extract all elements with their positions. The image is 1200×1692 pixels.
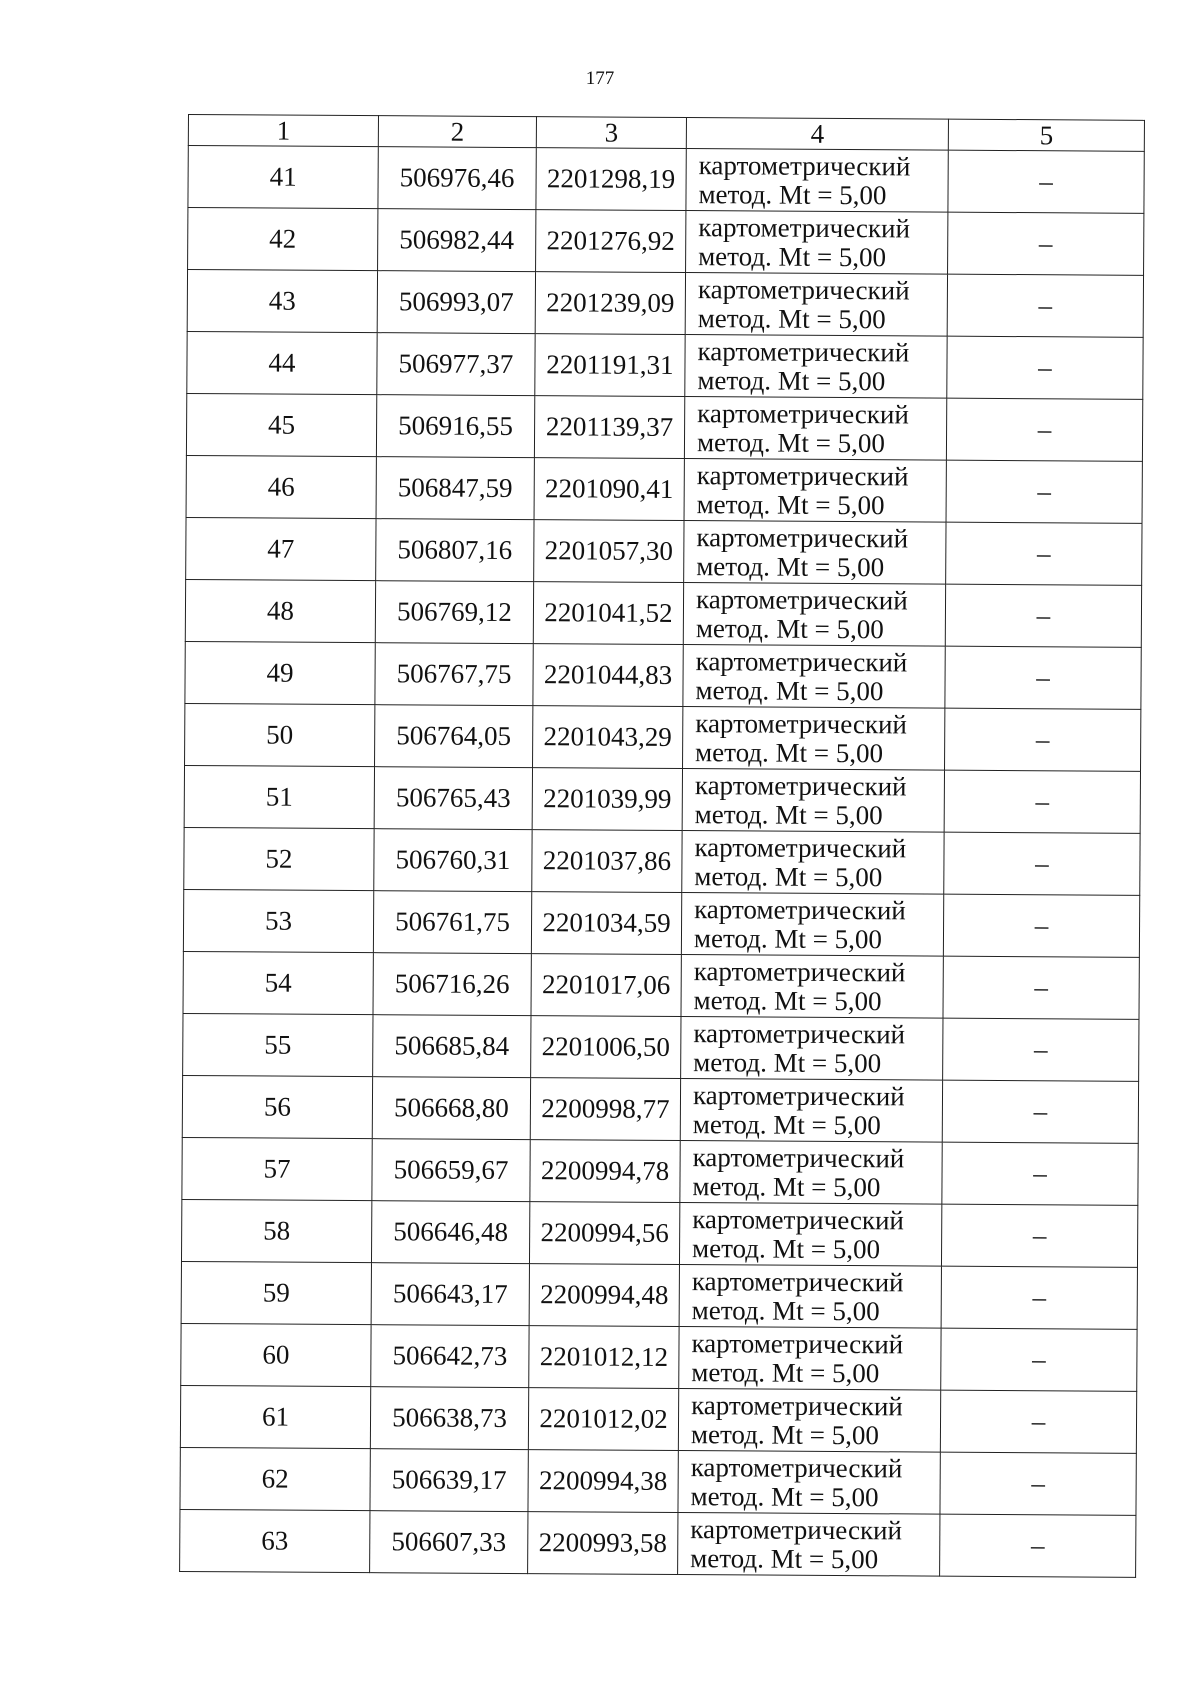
method-line-2: метод. Mt = 5,00 (696, 488, 885, 520)
x-coordinate-cell: 506639,17 (370, 1449, 528, 1512)
coordinates-table (179, 114, 1145, 1578)
method-line-1: картометрический (696, 459, 909, 491)
method-line-2: метод. Mt = 5,00 (690, 1418, 880, 1450)
method-line-1: картометрический (694, 769, 907, 801)
method-cell (681, 955, 943, 1019)
method-cell (683, 707, 945, 771)
note-cell: – (945, 708, 1141, 771)
method-line-2: метод. Mt = 5,00 (696, 426, 886, 458)
y-coordinate-cell: 2201006,50 (531, 1016, 681, 1079)
note-cell: – (941, 1328, 1137, 1391)
y-coordinate-cell: 2201276,92 (536, 210, 686, 273)
method-line-2: метод. Mt = 5,00 (693, 984, 882, 1016)
method-line-2: метод. Mt = 5,00 (690, 1542, 879, 1574)
table-row (187, 270, 1143, 338)
note-cell: – (945, 584, 1141, 647)
point-number-cell: 56 (182, 1075, 372, 1138)
method-line-1: картометрический (695, 707, 908, 739)
method-cell (684, 521, 946, 585)
method-line-1: картометрический (697, 335, 910, 367)
point-number-cell: 44 (187, 331, 377, 394)
table-row (186, 455, 1142, 523)
method-line-2: метод. Mt = 5,00 (690, 1480, 879, 1512)
note-cell: – (946, 460, 1142, 523)
note-cell: – (940, 1514, 1136, 1577)
note-cell: – (942, 1080, 1138, 1143)
point-number-cell: 46 (186, 455, 376, 518)
method-cell (682, 769, 944, 833)
x-coordinate-cell: 506638,73 (370, 1387, 528, 1450)
method-line-2: метод. Mt = 5,00 (694, 860, 883, 892)
y-coordinate-cell: 2201039,99 (532, 768, 682, 831)
y-coordinate-cell: 2200994,38 (528, 1450, 678, 1513)
method-cell (679, 1265, 941, 1329)
table-row (186, 517, 1142, 585)
method-line-1: картометрический (690, 1451, 903, 1483)
method-line-1: картометрический (696, 521, 909, 553)
table-row (185, 641, 1141, 709)
method-cell (683, 583, 945, 647)
method-cell (678, 1389, 940, 1453)
method-line-2: метод. Mt = 5,00 (694, 798, 883, 830)
method-line-2: метод. Mt = 5,00 (693, 1046, 882, 1078)
table-row (184, 765, 1140, 833)
y-coordinate-cell: 2201044,83 (533, 644, 683, 707)
point-number-cell: 45 (186, 393, 376, 456)
y-coordinate-cell: 2201191,31 (535, 334, 685, 397)
table-row (182, 1075, 1138, 1143)
method-cell (680, 1141, 942, 1205)
method-line-2: метод. Mt = 5,00 (695, 612, 884, 644)
x-coordinate-cell: 506993,07 (377, 271, 535, 334)
table-row (182, 1137, 1138, 1205)
point-number-cell: 41 (188, 146, 378, 209)
method-line-2: метод. Mt = 5,00 (692, 1170, 881, 1202)
table-row (180, 1385, 1136, 1453)
method-line-1: картометрический (698, 211, 911, 243)
method-line-1: картометрический (691, 1265, 904, 1297)
column-header: 3 (536, 117, 686, 149)
note-cell: – (945, 646, 1141, 709)
method-cell (684, 397, 946, 461)
method-line-2: метод. Mt = 5,00 (691, 1356, 880, 1388)
x-coordinate-cell: 506764,05 (375, 705, 533, 768)
note-cell: – (947, 336, 1143, 399)
x-coordinate-cell: 506847,59 (376, 457, 534, 520)
y-coordinate-cell: 2201239,09 (535, 272, 685, 335)
point-number-cell: 54 (183, 951, 373, 1014)
table-row (183, 1013, 1139, 1081)
x-coordinate-cell: 506685,84 (373, 1015, 531, 1078)
table-row (187, 331, 1143, 399)
y-coordinate-cell: 2201298,19 (536, 148, 686, 211)
point-number-cell: 48 (185, 579, 375, 642)
method-cell (679, 1203, 941, 1267)
method-line-2: метод. Mt = 5,00 (693, 922, 883, 954)
x-coordinate-cell: 506767,75 (375, 643, 533, 706)
point-number-cell: 61 (180, 1385, 370, 1448)
x-coordinate-cell: 506643,17 (371, 1263, 529, 1326)
table-row (185, 579, 1141, 647)
y-coordinate-cell: 2201057,30 (534, 520, 684, 583)
y-coordinate-cell: 2201041,52 (533, 582, 683, 645)
column-header: 2 (378, 116, 536, 148)
point-number-cell: 60 (181, 1323, 371, 1386)
x-coordinate-cell: 506765,43 (374, 767, 532, 830)
table-row (180, 1509, 1136, 1577)
method-line-1: картометрический (697, 397, 909, 429)
y-coordinate-cell: 2201012,12 (529, 1326, 679, 1389)
table-row (184, 827, 1140, 895)
point-number-cell: 58 (181, 1199, 371, 1262)
method-line-2: метод. Mt = 5,00 (697, 364, 886, 396)
y-coordinate-cell: 2200998,77 (530, 1078, 680, 1141)
method-line-1: картометрический (695, 583, 908, 615)
method-line-1: картометрический (698, 149, 911, 181)
table-body (180, 146, 1145, 1578)
method-cell (683, 645, 945, 709)
note-cell: – (944, 770, 1140, 833)
note-cell: – (941, 1204, 1137, 1267)
note-cell: – (942, 1142, 1138, 1205)
x-coordinate-cell: 506659,67 (372, 1139, 530, 1202)
note-cell: – (943, 894, 1139, 957)
method-line-2: метод. Mt = 5,00 (698, 178, 887, 210)
note-cell: – (948, 212, 1144, 275)
note-cell: – (943, 1018, 1139, 1081)
method-cell (680, 1079, 942, 1143)
column-header: 5 (948, 119, 1144, 151)
y-coordinate-cell: 2201012,02 (528, 1388, 678, 1451)
method-line-1: картометрический (690, 1513, 903, 1545)
table-row (186, 393, 1142, 461)
column-header: 4 (686, 118, 948, 151)
note-cell: – (947, 274, 1143, 337)
method-line-1: картометрический (695, 645, 908, 677)
point-number-cell: 52 (184, 827, 374, 890)
point-number-cell: 42 (188, 208, 378, 271)
x-coordinate-cell: 506976,46 (378, 147, 536, 210)
method-cell (686, 211, 948, 275)
method-line-1: картометрический (693, 1017, 906, 1049)
y-coordinate-cell: 2201139,37 (534, 396, 684, 459)
method-line-1: картометрический (694, 893, 906, 925)
x-coordinate-cell: 506607,33 (370, 1511, 528, 1574)
y-coordinate-cell: 2201043,29 (533, 706, 683, 769)
point-number-cell: 59 (181, 1261, 371, 1324)
column-header: 1 (188, 115, 378, 147)
x-coordinate-cell: 506668,80 (372, 1077, 530, 1140)
note-cell: – (946, 522, 1142, 585)
note-cell: – (941, 1266, 1137, 1329)
x-coordinate-cell: 506807,16 (376, 519, 534, 582)
note-cell: – (940, 1390, 1136, 1453)
y-coordinate-cell: 2201017,06 (531, 954, 681, 1017)
note-cell: – (943, 956, 1139, 1019)
y-coordinate-cell: 2200993,58 (528, 1512, 678, 1575)
method-line-2: метод. Mt = 5,00 (695, 674, 884, 706)
method-cell (685, 273, 947, 337)
point-number-cell: 63 (180, 1509, 370, 1572)
table-row (181, 1199, 1137, 1267)
method-line-1: картометрический (692, 1079, 905, 1111)
method-line-1: картометрический (692, 1203, 905, 1235)
point-number-cell: 55 (183, 1013, 373, 1076)
method-cell (681, 893, 943, 957)
method-cell (686, 149, 948, 213)
y-coordinate-cell: 2200994,56 (529, 1202, 679, 1265)
method-line-1: картометрический (691, 1327, 904, 1359)
note-cell: – (946, 398, 1142, 461)
method-cell (679, 1327, 941, 1391)
note-cell: – (948, 150, 1144, 213)
x-coordinate-cell: 506761,75 (373, 891, 531, 954)
method-line-1: картометрический (694, 831, 907, 863)
table-row (183, 889, 1139, 957)
y-coordinate-cell: 2201090,41 (534, 458, 684, 521)
x-coordinate-cell: 506769,12 (375, 581, 533, 644)
note-cell: – (940, 1452, 1136, 1515)
method-line-2: метод. Mt = 5,00 (695, 736, 884, 768)
method-line-2: метод. Mt = 5,00 (698, 240, 887, 272)
page-number: 177 (585, 68, 615, 89)
table-row (181, 1261, 1137, 1329)
point-number-cell: 43 (187, 270, 377, 333)
method-line-1: картометрический (692, 1141, 905, 1173)
x-coordinate-cell: 506916,55 (376, 395, 534, 458)
method-line-1: картометрический (693, 955, 906, 987)
y-coordinate-cell: 2201034,59 (531, 892, 681, 955)
table-row (188, 146, 1144, 214)
x-coordinate-cell: 506760,31 (374, 829, 532, 892)
x-coordinate-cell: 506646,48 (371, 1201, 529, 1264)
table-row (183, 951, 1139, 1019)
point-number-cell: 47 (186, 517, 376, 580)
note-cell: – (944, 832, 1140, 895)
method-line-2: метод. Mt = 5,00 (697, 302, 886, 334)
table-row (181, 1323, 1137, 1391)
method-line-2: метод. Mt = 5,00 (696, 550, 885, 582)
method-cell (678, 1513, 940, 1577)
point-number-cell: 50 (185, 703, 375, 766)
y-coordinate-cell: 2200994,48 (529, 1264, 679, 1327)
y-coordinate-cell: 2200994,78 (530, 1140, 680, 1203)
point-number-cell: 53 (183, 889, 373, 952)
point-number-cell: 62 (180, 1447, 370, 1510)
point-number-cell: 57 (182, 1137, 372, 1200)
table-row (180, 1447, 1136, 1515)
method-line-2: метод. Mt = 5,00 (691, 1294, 880, 1326)
method-cell (682, 831, 944, 895)
x-coordinate-cell: 506716,26 (373, 953, 531, 1016)
method-cell (681, 1017, 943, 1081)
point-number-cell: 49 (185, 641, 375, 704)
method-line-1: картометрический (697, 273, 910, 305)
x-coordinate-cell: 506642,73 (371, 1325, 529, 1388)
table-row (188, 208, 1144, 276)
method-line-1: картометрический (691, 1389, 903, 1421)
method-cell (678, 1451, 940, 1515)
point-number-cell: 51 (184, 765, 374, 828)
method-cell (684, 459, 946, 523)
method-line-2: метод. Mt = 5,00 (691, 1232, 881, 1264)
x-coordinate-cell: 506977,37 (377, 333, 535, 396)
method-line-2: метод. Mt = 5,00 (692, 1108, 881, 1140)
method-cell (685, 335, 947, 399)
y-coordinate-cell: 2201037,86 (532, 830, 682, 893)
x-coordinate-cell: 506982,44 (378, 209, 536, 272)
table-row (185, 703, 1141, 771)
